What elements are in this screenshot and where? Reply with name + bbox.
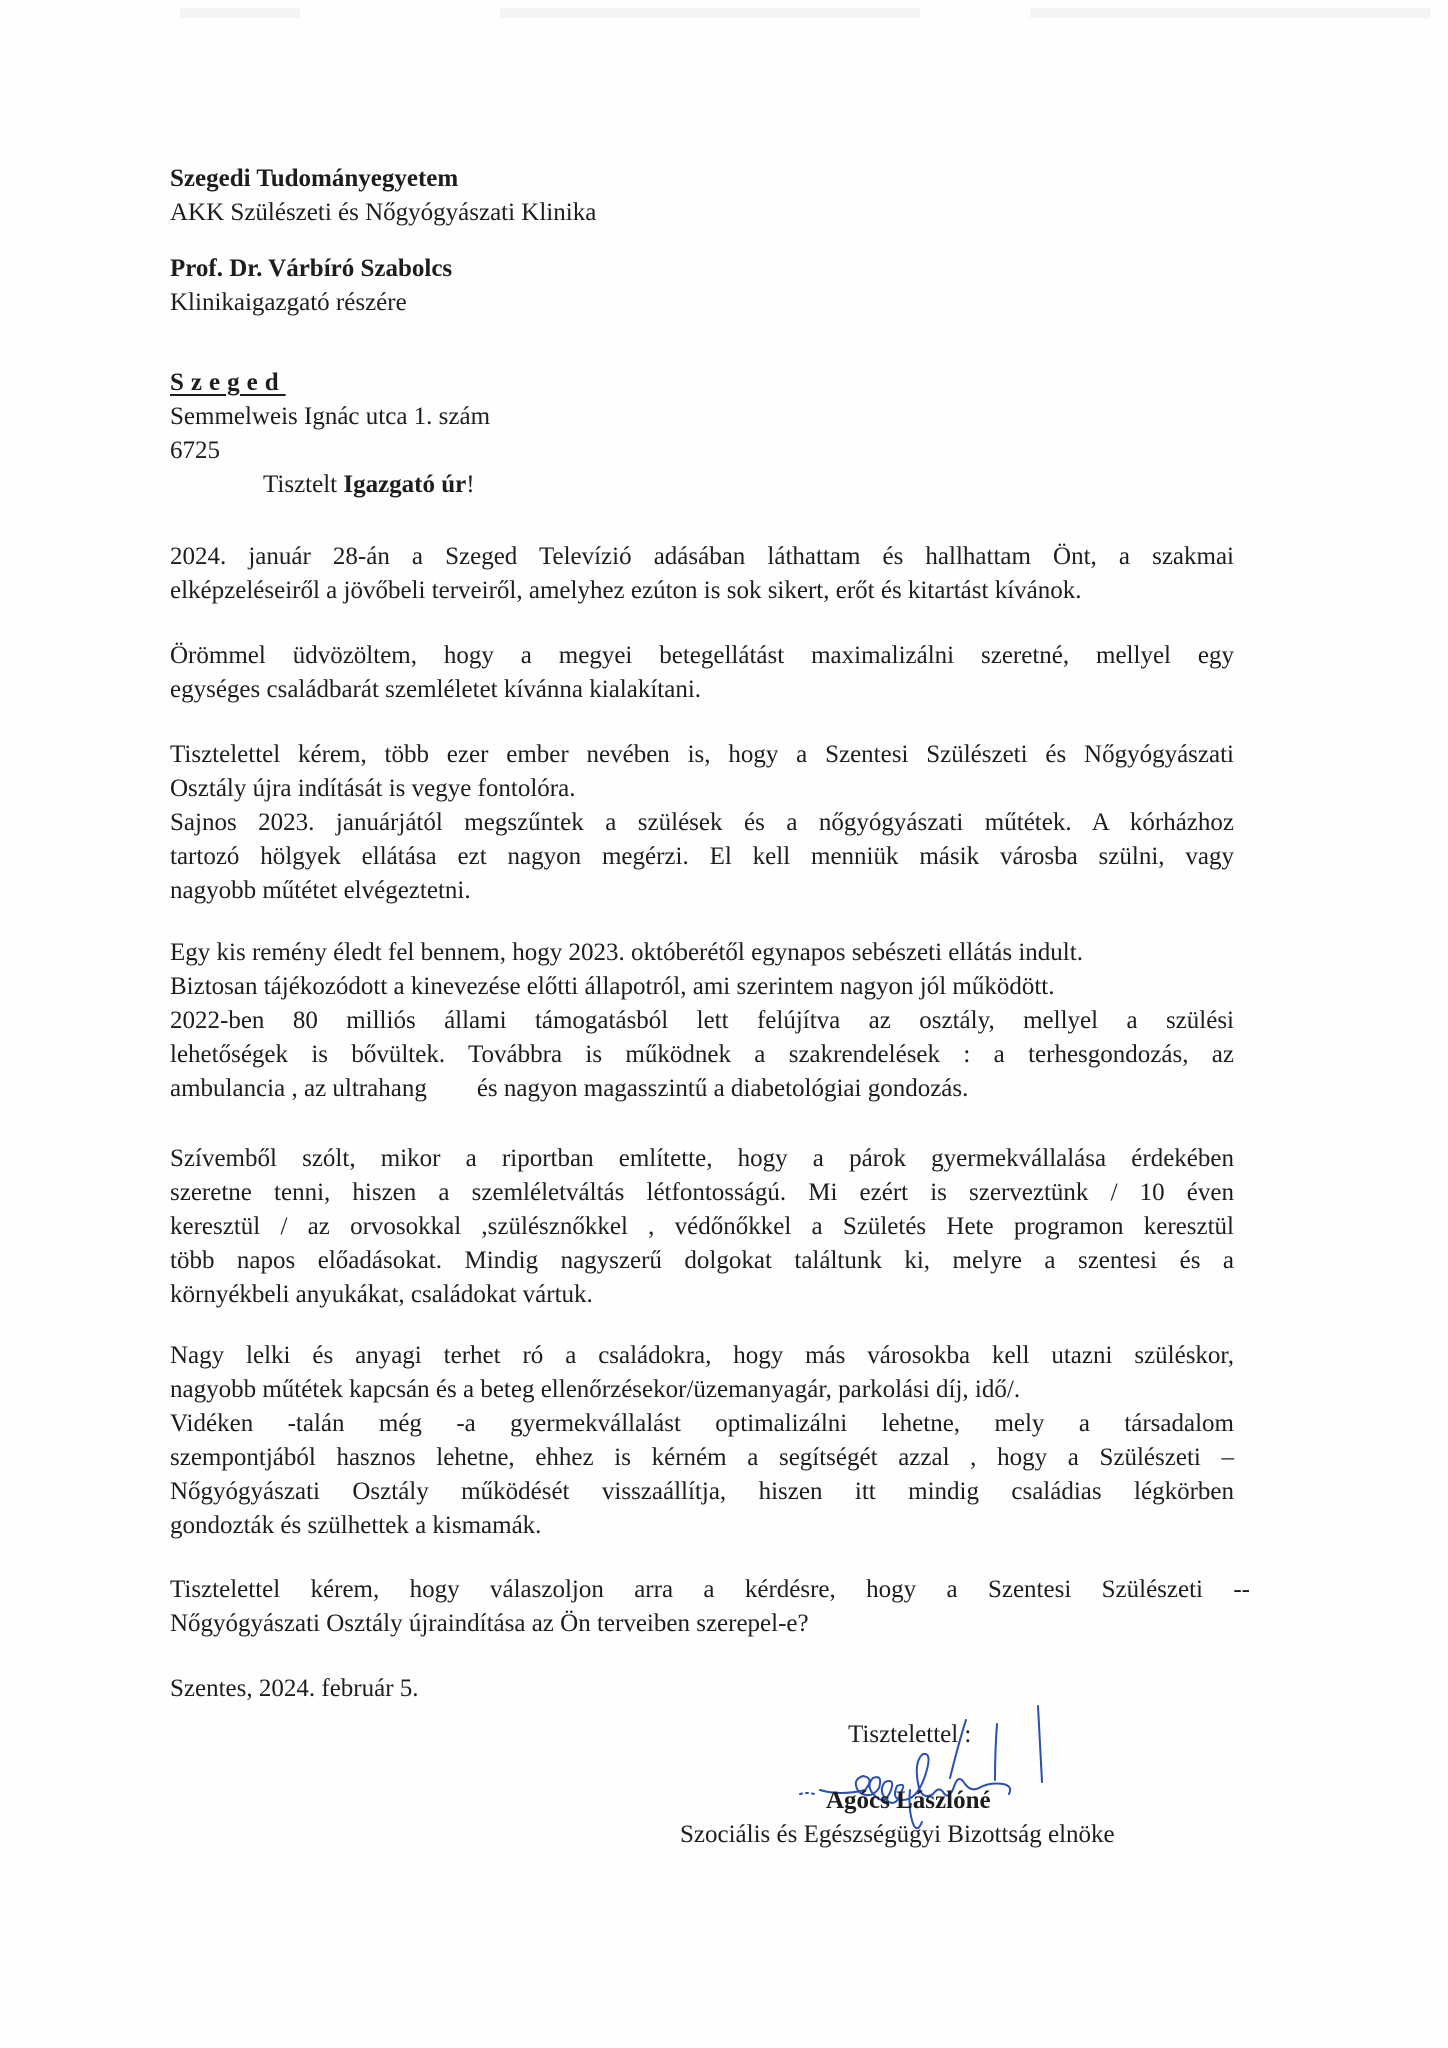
salutation-punct: ! xyxy=(466,471,475,498)
scan-artifact xyxy=(500,8,920,18)
recipient-address-block xyxy=(170,366,1234,502)
salutation xyxy=(170,468,1234,502)
paragraph-line: környékbeli anyukákat, családokat vártuk. xyxy=(170,1281,593,1308)
recipient-block xyxy=(170,162,1234,230)
paragraph-5 xyxy=(170,1142,1234,1312)
recipient-person-block xyxy=(170,252,1234,320)
signer-title: Szociális és Egészségügyi Bizottság elnöke xyxy=(680,1821,1115,1848)
paragraph-line: elképzeléseiről a jövőbeli terveiről, amelyhez ezúton is sok sikert, erőt és kitartást kívánok. xyxy=(170,577,1082,604)
paragraph-line: szeretne tenni, hiszen a szemléletváltás létfontosságú. Mi ezért is szerveztünk / 10 éven xyxy=(170,1179,1234,1206)
place-date: Szentes, 2024. február 5. xyxy=(170,1675,419,1702)
paragraph-line: Örömmel üdvözöltem, hogy a megyei betegellátást maximalizálni szeretné, mellyel egy xyxy=(170,642,1234,669)
recipient-city: Szeged xyxy=(170,369,286,396)
paragraph-line: Nagy lelki és anyagi terhet ró a családokra, hogy más városokba kell utazni szüléskor, xyxy=(170,1342,1234,1369)
paragraph-line: Nőgyógyászati Osztály működését visszaállítja, hiszen itt mindig családias légkörben xyxy=(170,1478,1234,1505)
paragraph-1 xyxy=(170,540,1234,608)
paragraph-line: tartozó hölgyek ellátása ezt nagyon megérzi. El kell menniük másik városba szülni, vagy xyxy=(170,843,1234,870)
paragraph-line: lehetőségek is bővültek. Továbbra is működnek a szakrendelések : a terhesgondozás, az xyxy=(170,1041,1234,1068)
paragraph-line: Tisztelettel kérem, több ezer ember nevében is, hogy a Szentesi Szülészeti és Nőgyógyászati xyxy=(170,741,1234,768)
paragraph-4 xyxy=(170,936,1234,1106)
paragraph-line: több napos előadásokat. Mindig nagyszerű dolgokat találtunk ki, melyre a szentesi és a xyxy=(170,1247,1234,1274)
paragraph-7 xyxy=(170,1573,1250,1641)
paragraph-2 xyxy=(170,639,1234,707)
paragraph-6 xyxy=(170,1339,1234,1543)
scan-artifact xyxy=(180,8,300,18)
paragraph-line: szempontjából hasznos lehetne, ehhez is kérném a segítségét azzal , hogy a Szülészeti – xyxy=(170,1444,1234,1471)
salutation-prefix: Tisztelt xyxy=(263,471,344,498)
recipient-department: AKK Szülészeti és Nőgyógyászati Klinika xyxy=(170,199,597,226)
paragraph-line: Nőgyógyászati Osztály újraindítása az Ön terveiben szerepel-e? xyxy=(170,1610,809,1637)
recipient-street: Semmelweis Ignác utca 1. szám xyxy=(170,403,491,430)
paragraph-line: Sajnos 2023. januárjától megszűntek a szülések és a nőgyógyászati műtétek. A kórházhoz xyxy=(170,809,1234,836)
closing-greeting: Tisztelettel : xyxy=(848,1721,972,1748)
salutation-title: Igazgató úr xyxy=(343,471,467,498)
scan-artifact xyxy=(1030,8,1430,18)
paragraph-line: ambulancia , az ultrahang és nagyon magasszintű a diabetológiai gondozás. xyxy=(170,1075,969,1102)
paragraph-line: Egy kis remény éledt fel bennem, hogy 2023. októberétől egynapos sebészeti ellátás indult. xyxy=(170,939,1083,966)
paragraph-line: nagyobb műtétek kapcsán és a beteg ellenőrzésekor/üzemanyagár, parkolási díj, idő/. xyxy=(170,1376,1021,1403)
paragraph-line: 2022-ben 80 milliós állami támogatásból lett felújítva az osztály, mellyel a szülési xyxy=(170,1007,1234,1034)
paragraph-line: Tisztelettel kérem, hogy válaszoljon arra a kérdésre, hogy a Szentesi Szülészeti -- xyxy=(170,1576,1250,1603)
paragraph-line: Osztály újra indítását is vegye fontolóra. xyxy=(170,775,576,802)
paragraph-line: Vidéken -talán még -a gyermekvállalást optimalizálni lehetne, mely a társadalom xyxy=(170,1410,1234,1437)
paragraph-line: 2024. január 28-án a Szeged Televízió adásában láthattam és hallhattam Önt, a szakmai xyxy=(170,543,1234,570)
recipient-institution: Szegedi Tudományegyetem xyxy=(170,165,459,192)
recipient-attention: Klinikaigazgató részére xyxy=(170,289,407,316)
recipient-name: Prof. Dr. Várbíró Szabolcs xyxy=(170,255,453,282)
recipient-postal-code: 6725 xyxy=(170,437,220,464)
paragraph-line: gondozták és szülhettek a kismamák. xyxy=(170,1512,542,1539)
paragraph-line: Biztosan tájékozódott a kinevezése előtti állapotról, ami szerintem nagyon jól működött. xyxy=(170,973,1055,1000)
paragraph-3 xyxy=(170,738,1234,908)
paragraph-line: keresztül / az orvosokkal ,szülésznőkkel , védőnőkkel a Születés Hete programon keresztül xyxy=(170,1213,1234,1240)
paragraph-line: nagyobb műtétet elvégeztetni. xyxy=(170,877,471,904)
paragraph-line: egységes családbarát szemléletet kívánna kialakítani. xyxy=(170,676,702,703)
paragraph-line: Szívemből szólt, mikor a riportban említette, hogy a párok gyermekvállalása érdekében xyxy=(170,1145,1234,1172)
signer-name: Agócs Lászlóné xyxy=(826,1787,991,1814)
